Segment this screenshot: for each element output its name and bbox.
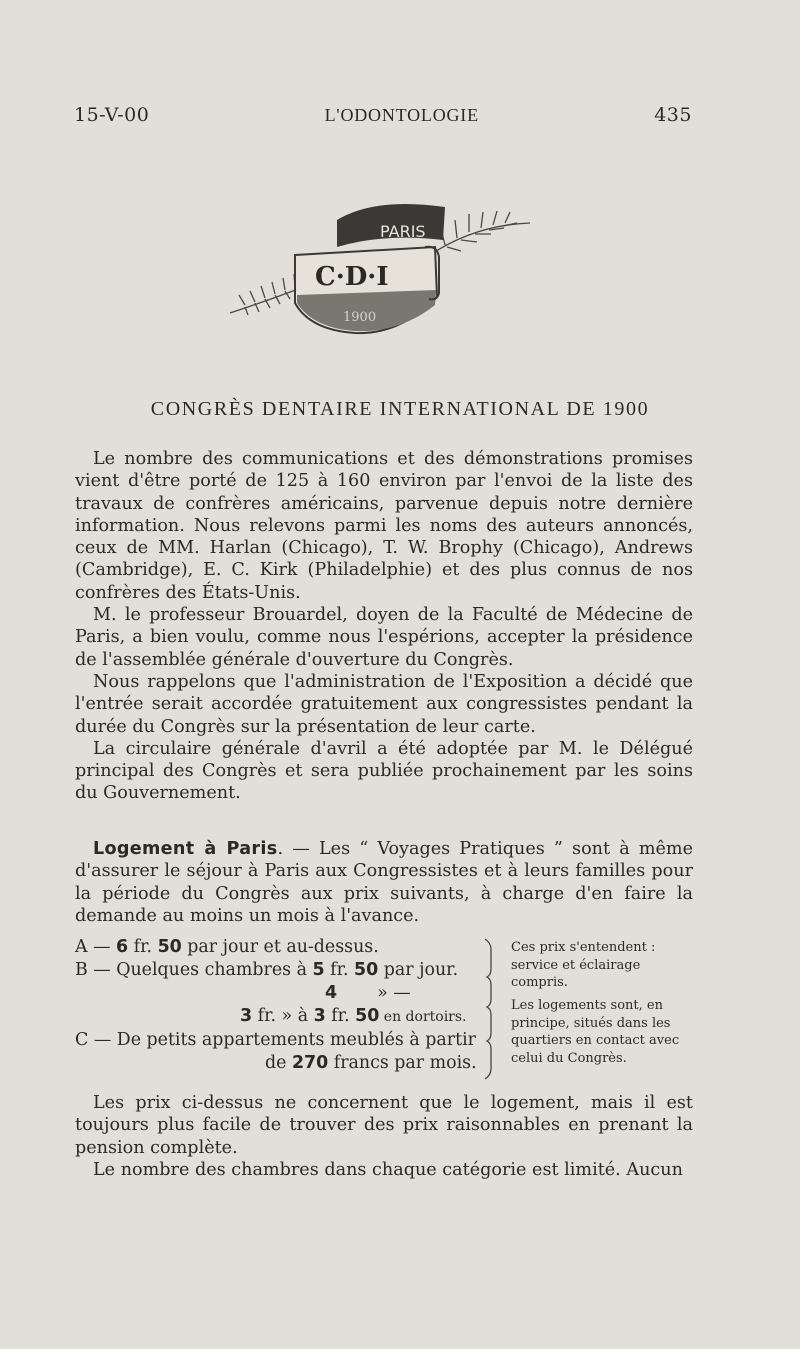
price-line-c: C — De petits appartements meublés à partir	[75, 1030, 476, 1050]
price-list	[75, 937, 695, 1087]
congress-logo	[225, 185, 535, 360]
intro-paragraphs	[75, 448, 693, 805]
congress-logo-graphic	[225, 185, 535, 360]
paragraph: Le nombre des communications et des démonstrations promises vient d'être porté de 125 à 160 environ par l'envoi de la liste des travaux de confrères américains, parvenue depuis notre dernière information. Nous relevons parmi les noms des auteurs annoncés, ceux de MM. Harlan (Chicago), T. W. Brophy (Chicago), Andrews (Cambridge), E. C. Kirk (Philadelphie) et des plus connus de nos confrères des États-Unis.	[75, 449, 693, 603]
logement-heading: Logement à Paris	[93, 839, 278, 859]
paragraph: M. le professeur Brouardel, doyen de la Faculté de Médecine de Paris, a bien voulu, comme nous l'espérions, accepter la présidence de l'assemblée générale d'ouverture du Congrès.	[75, 605, 693, 670]
paragraph: Les prix ci-dessus ne concernent que le logement, mais il est toujours plus facile de trouver des prix raisonnables en prenant la pension complète.	[75, 1093, 693, 1158]
note-logements: Les logements sont, en principe, situés dans les quartiers en contact avec celui du Congrès.	[511, 998, 680, 1066]
logo-cdi-text: C·D·I	[315, 262, 389, 292]
price-line-a: A — 6 fr. 50 par jour et au-dessus.	[75, 937, 379, 957]
logement-paragraph	[75, 838, 693, 927]
note-prices: Ces prix s'entendent : service et éclairage compris.	[511, 940, 656, 990]
header-journal-title: L'ODONTOLOGIE	[324, 105, 479, 125]
logement-body: . — Les “ Voyages Pratiques ” sont à même d'assurer le séjour à Paris aux Congressistes et à leurs familles pour la période du Congrès aux prix suivants, à charge d'en faire la demande au moins un mois à l'avance.	[75, 839, 694, 926]
article-title: CONGRÈS DENTAIRE INTERNATIONAL DE 1900	[150, 398, 650, 420]
brace-icon	[475, 937, 515, 1087]
logo-paris-text: PARIS	[380, 222, 426, 241]
price-line-b2: 4 » —	[325, 983, 411, 1003]
paragraph: Nous rappelons que l'administration de l'Exposition a décidé que l'entrée serait accordée gratuitement aux congressistes pendant la durée du Congrès sur la présentation de leur carte.	[75, 671, 693, 737]
running-header	[74, 104, 692, 126]
price-line-b: B — Quelques chambres à 5 fr. 50 par jour.	[75, 960, 459, 980]
palm-right-icon	[430, 211, 530, 255]
price-line-c2: de 270 francs par mois.	[265, 1053, 477, 1073]
paragraph: La circulaire générale d'avril a été adoptée par M. le Délégué principal des Congrès et sera publiée prochainement par les soins du Gouvernement.	[75, 738, 693, 804]
logement-text	[75, 838, 693, 927]
header-page-number: 435	[654, 104, 692, 126]
logo-year-text: 1900	[343, 310, 377, 325]
header-date: 15-V-00	[74, 104, 150, 126]
price-line-b3: 3 fr. » à 3 fr. 50 en dortoirs.	[240, 1006, 467, 1026]
closing-paragraphs	[75, 1092, 693, 1181]
paragraph: Le nombre des chambres dans chaque catégorie est limité. Aucun	[93, 1159, 683, 1180]
